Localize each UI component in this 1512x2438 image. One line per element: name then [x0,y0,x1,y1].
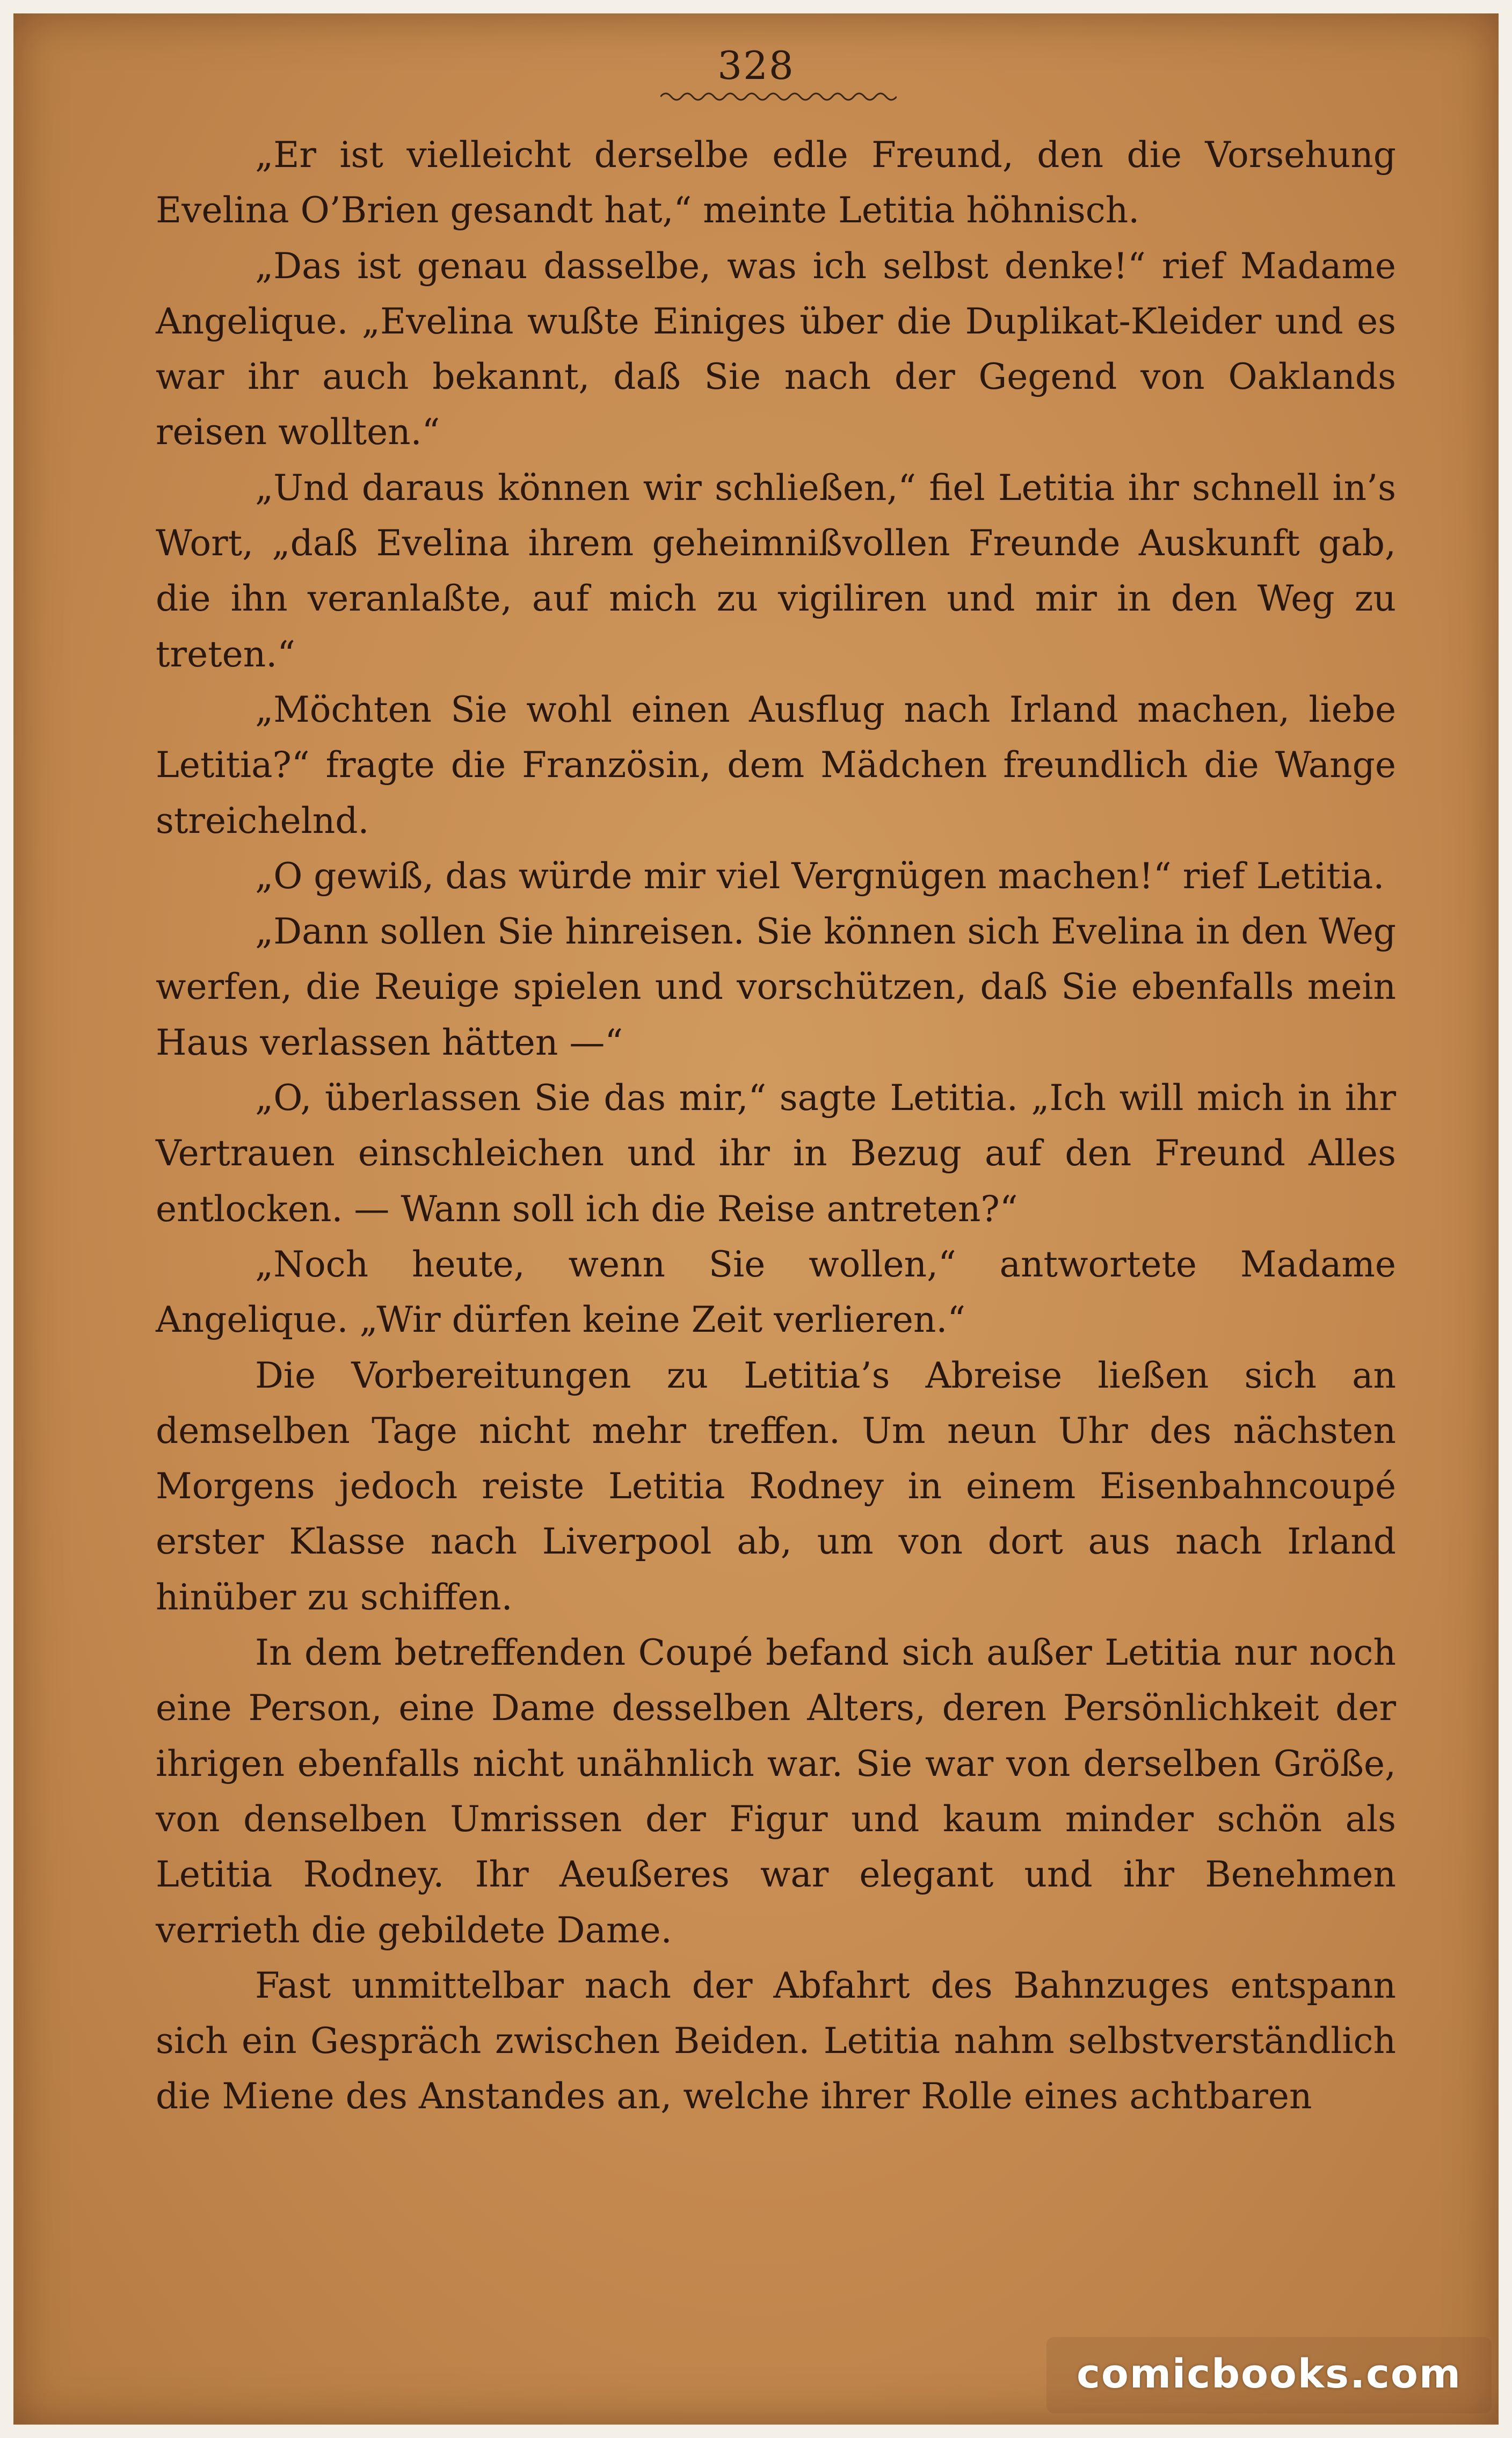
paragraph: „Dann sollen Sie hinreisen. Sie können sich Evelina in den Weg werfen, die Reuige spielen und vorschützen, daß Sie ebenfalls mein Haus verlassen hätten —“ [156,911,1396,1063]
paragraph: „O, überlassen Sie das mir,“ sagte Letitia. „Ich will mich in ihr Vertrauen einschleichen und ihr in Bezug auf den Freund Alles entlocken. — Wann soll ich die Reise antreten?“ [156,1077,1396,1230]
paragraph: „Er ist vielleicht derselbe edle Freund, den die Vorsehung Evelina O’Brien gesandt hat,“ meinte Letitia höhnisch. [156,134,1396,231]
paragraph: Fast unmittelbar nach der Abfahrt des Bahnzuges entspann sich ein Gespräch zwischen Beiden. Letitia nahm selbstverständlich die Miene des Anstandes an, welche ihrer Rolle eines achtbaren [156,1964,1396,2117]
paragraph: „Und daraus können wir schließen,“ fiel Letitia ihr schnell in’s Wort, „daß Evelina ihrem geheimnißvollen Freunde Auskunft gab, die ihn veranlaßte, auf mich zu vigiliren und mir in den Weg zu treten.“ [156,467,1396,675]
paragraph: Die Vorbereitungen zu Letitia’s Abreise ließen sich an demselben Tage nicht mehr treffen. Um neun Uhr des nächsten Morgens jedoch reiste Letitia Rodney in einem Eisenbahncoupé erster Klasse nach Liverpool ab, um von dort aus nach Irland hinüber zu schiffen. [156,1354,1396,1618]
paragraph: „Das ist genau dasselbe, was ich selbst denke!“ rief Madame Angelique. „Evelina wußte Einiges über die Duplikat-Kleider und es war ihr auch bekannt, daß Sie nach der Gegend von Oaklands reisen wollten.“ [156,245,1396,453]
page-header [13,43,1499,88]
paragraph: In dem betreffenden Coupé befand sich außer Letitia nur noch eine Person, eine Dame desselben Alters, deren Persönlichkeit der ihrigen ebenfalls nicht unähnlich war. Sie war von derselben Größe, von denselben Umrissen der Figur und kaum minder schön als Letitia Rodney. Ihr Aeußeres war elegant und ihr Benehmen verrieth die gebildete Dame. [156,1632,1396,1951]
paragraph: „Noch heute, wenn Sie wollen,“ antwortete Madame Angelique. „Wir dürfen keine Zeit verlieren.“ [156,1243,1396,1341]
page-number: 328 [717,43,795,88]
body-text [156,127,1396,2124]
header-ornament [660,89,897,105]
paragraph: „O gewiß, das würde mir viel Vergnügen machen!“ rief Letitia. [255,855,1385,897]
watermark-label: comicbooks.com [1046,2337,1492,2413]
paragraph: „Möchten Sie wohl einen Ausflug nach Irland machen, liebe Letitia?“ fragte die Französin, dem Mädchen freundlich die Wange streichelnd. [156,688,1396,841]
book-page [13,13,1499,2425]
